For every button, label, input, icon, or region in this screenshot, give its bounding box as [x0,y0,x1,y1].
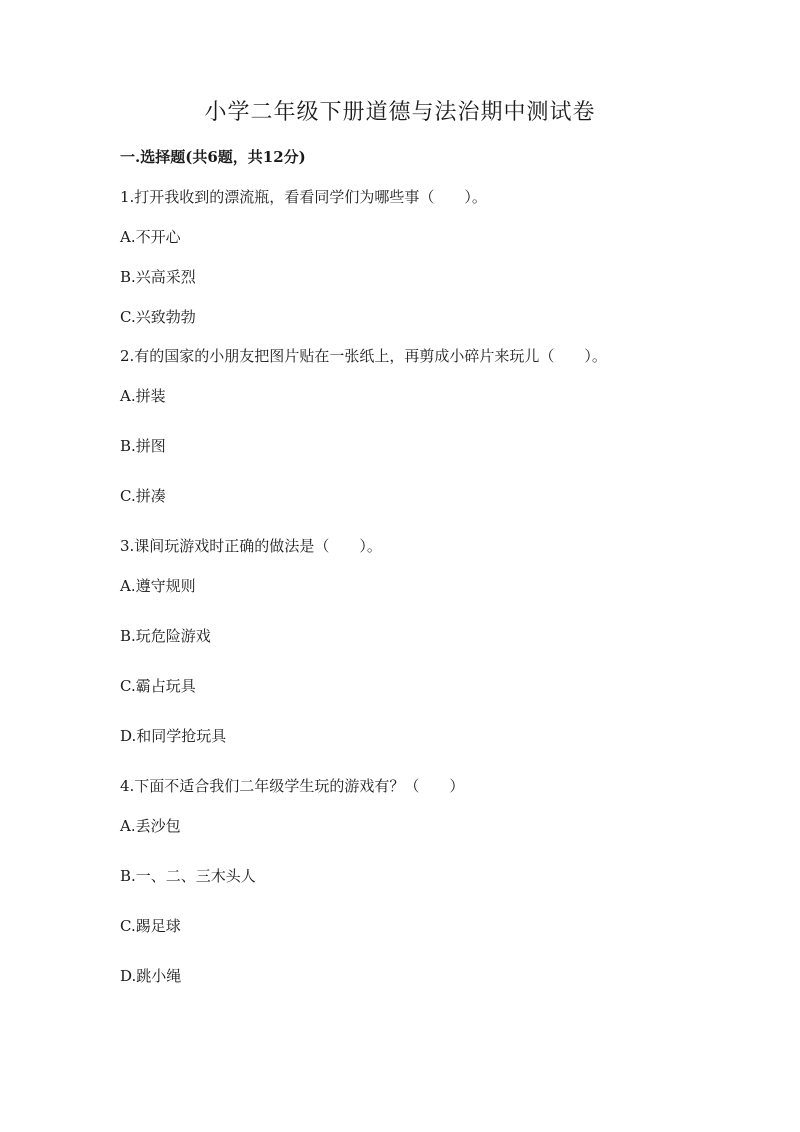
question-3-option-b: B.玩危险游戏 [120,627,211,645]
question-4-option-b: B.一、二、三木头人 [120,867,256,885]
question-3-option-a: A.遵守规则 [120,577,196,595]
question-1-option-c: C.兴致勃勃 [120,308,196,326]
question-4-option-a: A.丢沙包 [120,817,181,835]
question-3-stem: 3.课间玩游戏时正确的做法是（ ）。 [120,537,382,555]
question-4-option-d: D.跳小绳 [120,967,182,985]
question-2-option-a: A.拼装 [120,387,166,405]
section-heading: 一.选择题(共6题，共12分) [120,148,306,166]
question-1-option-b: B.兴高采烈 [120,268,196,286]
question-3-option-d: D.和同学抢玩具 [120,727,227,745]
question-1-stem: 1.打开我收到的漂流瓶，看看同学们为哪些事（ ）。 [120,188,487,206]
question-2-option-c: C.拼凑 [120,487,166,505]
question-2-option-b: B.拼图 [120,437,166,455]
question-1-option-a: A.不开心 [120,228,181,246]
question-4-stem: 4.下面不适合我们二年级学生玩的游戏有？（ ） [120,777,465,795]
question-3-option-c: C.霸占玩具 [120,677,196,695]
exam-title: 小学二年级下册道德与法治期中测试卷 [204,100,596,125]
question-4-option-c: C.踢足球 [120,917,181,935]
question-2-stem: 2.有的国家的小朋友把图片贴在一张纸上，再剪成小碎片来玩儿（ ）。 [120,347,607,365]
